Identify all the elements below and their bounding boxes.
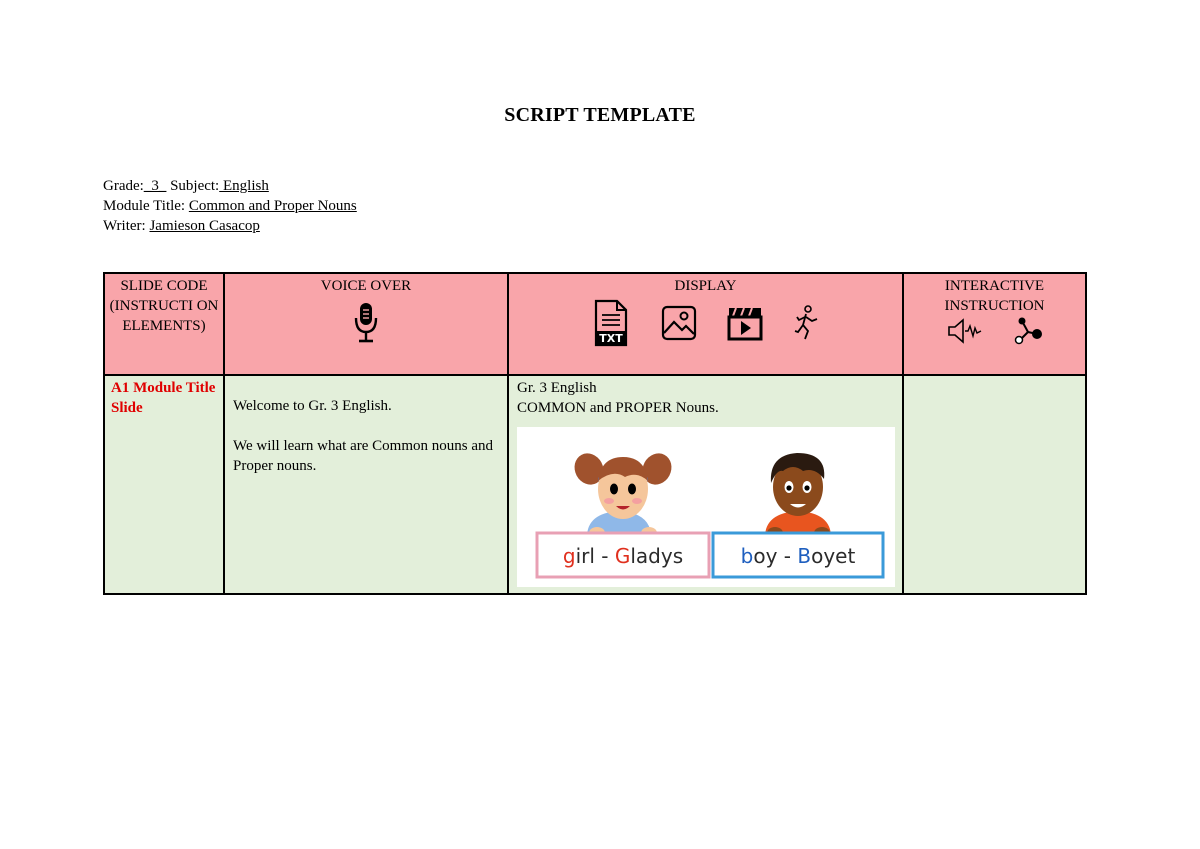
- page-title: SCRIPT TEMPLATE: [504, 104, 696, 126]
- boy-figure: [765, 453, 831, 539]
- header-slide-code-label: SLIDE CODE (INSTRUCTI ON ELEMENTS): [109, 278, 219, 334]
- grade-value: _3_: [143, 178, 167, 194]
- module-label: Module Title:: [103, 198, 186, 214]
- header-voice-over-label: VOICE OVER: [320, 278, 412, 294]
- video-clapper-icon: [727, 305, 763, 347]
- module-value: Common and Proper Nouns: [188, 198, 357, 214]
- module-title-line: [103, 196, 357, 216]
- header-display-label: DISPLAY: [674, 278, 737, 294]
- display-line-2: COMMON and PROPER Nouns.: [517, 400, 719, 416]
- display-line-1: Gr. 3 English: [517, 380, 597, 396]
- boy-sign-text: boy - Boyet: [740, 544, 856, 568]
- microphone-icon: [354, 302, 378, 350]
- table-row: [104, 375, 1086, 594]
- interactive-instruction-text: [904, 376, 1085, 378]
- subject-label: Subject:: [170, 178, 220, 194]
- speaker-icon: [947, 317, 983, 351]
- header-interactive-label: INTERACTIVE INSTRUCTION: [944, 278, 1045, 314]
- writer-line: [103, 216, 357, 236]
- script-table: [103, 272, 1087, 595]
- txt-file-icon: [593, 299, 629, 353]
- writer-value: Jamieson Casacop: [149, 218, 260, 234]
- header-slide-code: [104, 273, 224, 375]
- girl-sign-text: girl - Gladys: [562, 544, 684, 568]
- header-interactive: [903, 273, 1086, 375]
- document-meta: [103, 176, 357, 236]
- image-icon: [661, 305, 697, 347]
- voice-over-cell: [224, 375, 508, 594]
- svg-text:TXT: TXT: [598, 332, 623, 345]
- slide-code-text: A1 Module Title Slide: [111, 380, 216, 416]
- share-icon: [1013, 316, 1043, 352]
- table-header-row: [104, 273, 1086, 375]
- grade-subject-line: [103, 176, 357, 196]
- voice-over-line-1: Welcome to Gr. 3 English.: [233, 398, 392, 414]
- slide-code-cell: [104, 375, 224, 594]
- subject-value: English: [219, 178, 269, 194]
- kids-illustration: [517, 427, 895, 587]
- running-figure-icon: [793, 305, 819, 347]
- header-voice-over: [224, 273, 508, 375]
- interactive-instruction-cell: [903, 375, 1086, 594]
- writer-label: Writer:: [103, 218, 146, 234]
- header-display: [508, 273, 903, 375]
- display-cell: [508, 375, 903, 594]
- grade-label: Grade:: [103, 178, 144, 194]
- voice-over-line-2: We will learn what are Common nouns and Proper nouns.: [233, 438, 493, 474]
